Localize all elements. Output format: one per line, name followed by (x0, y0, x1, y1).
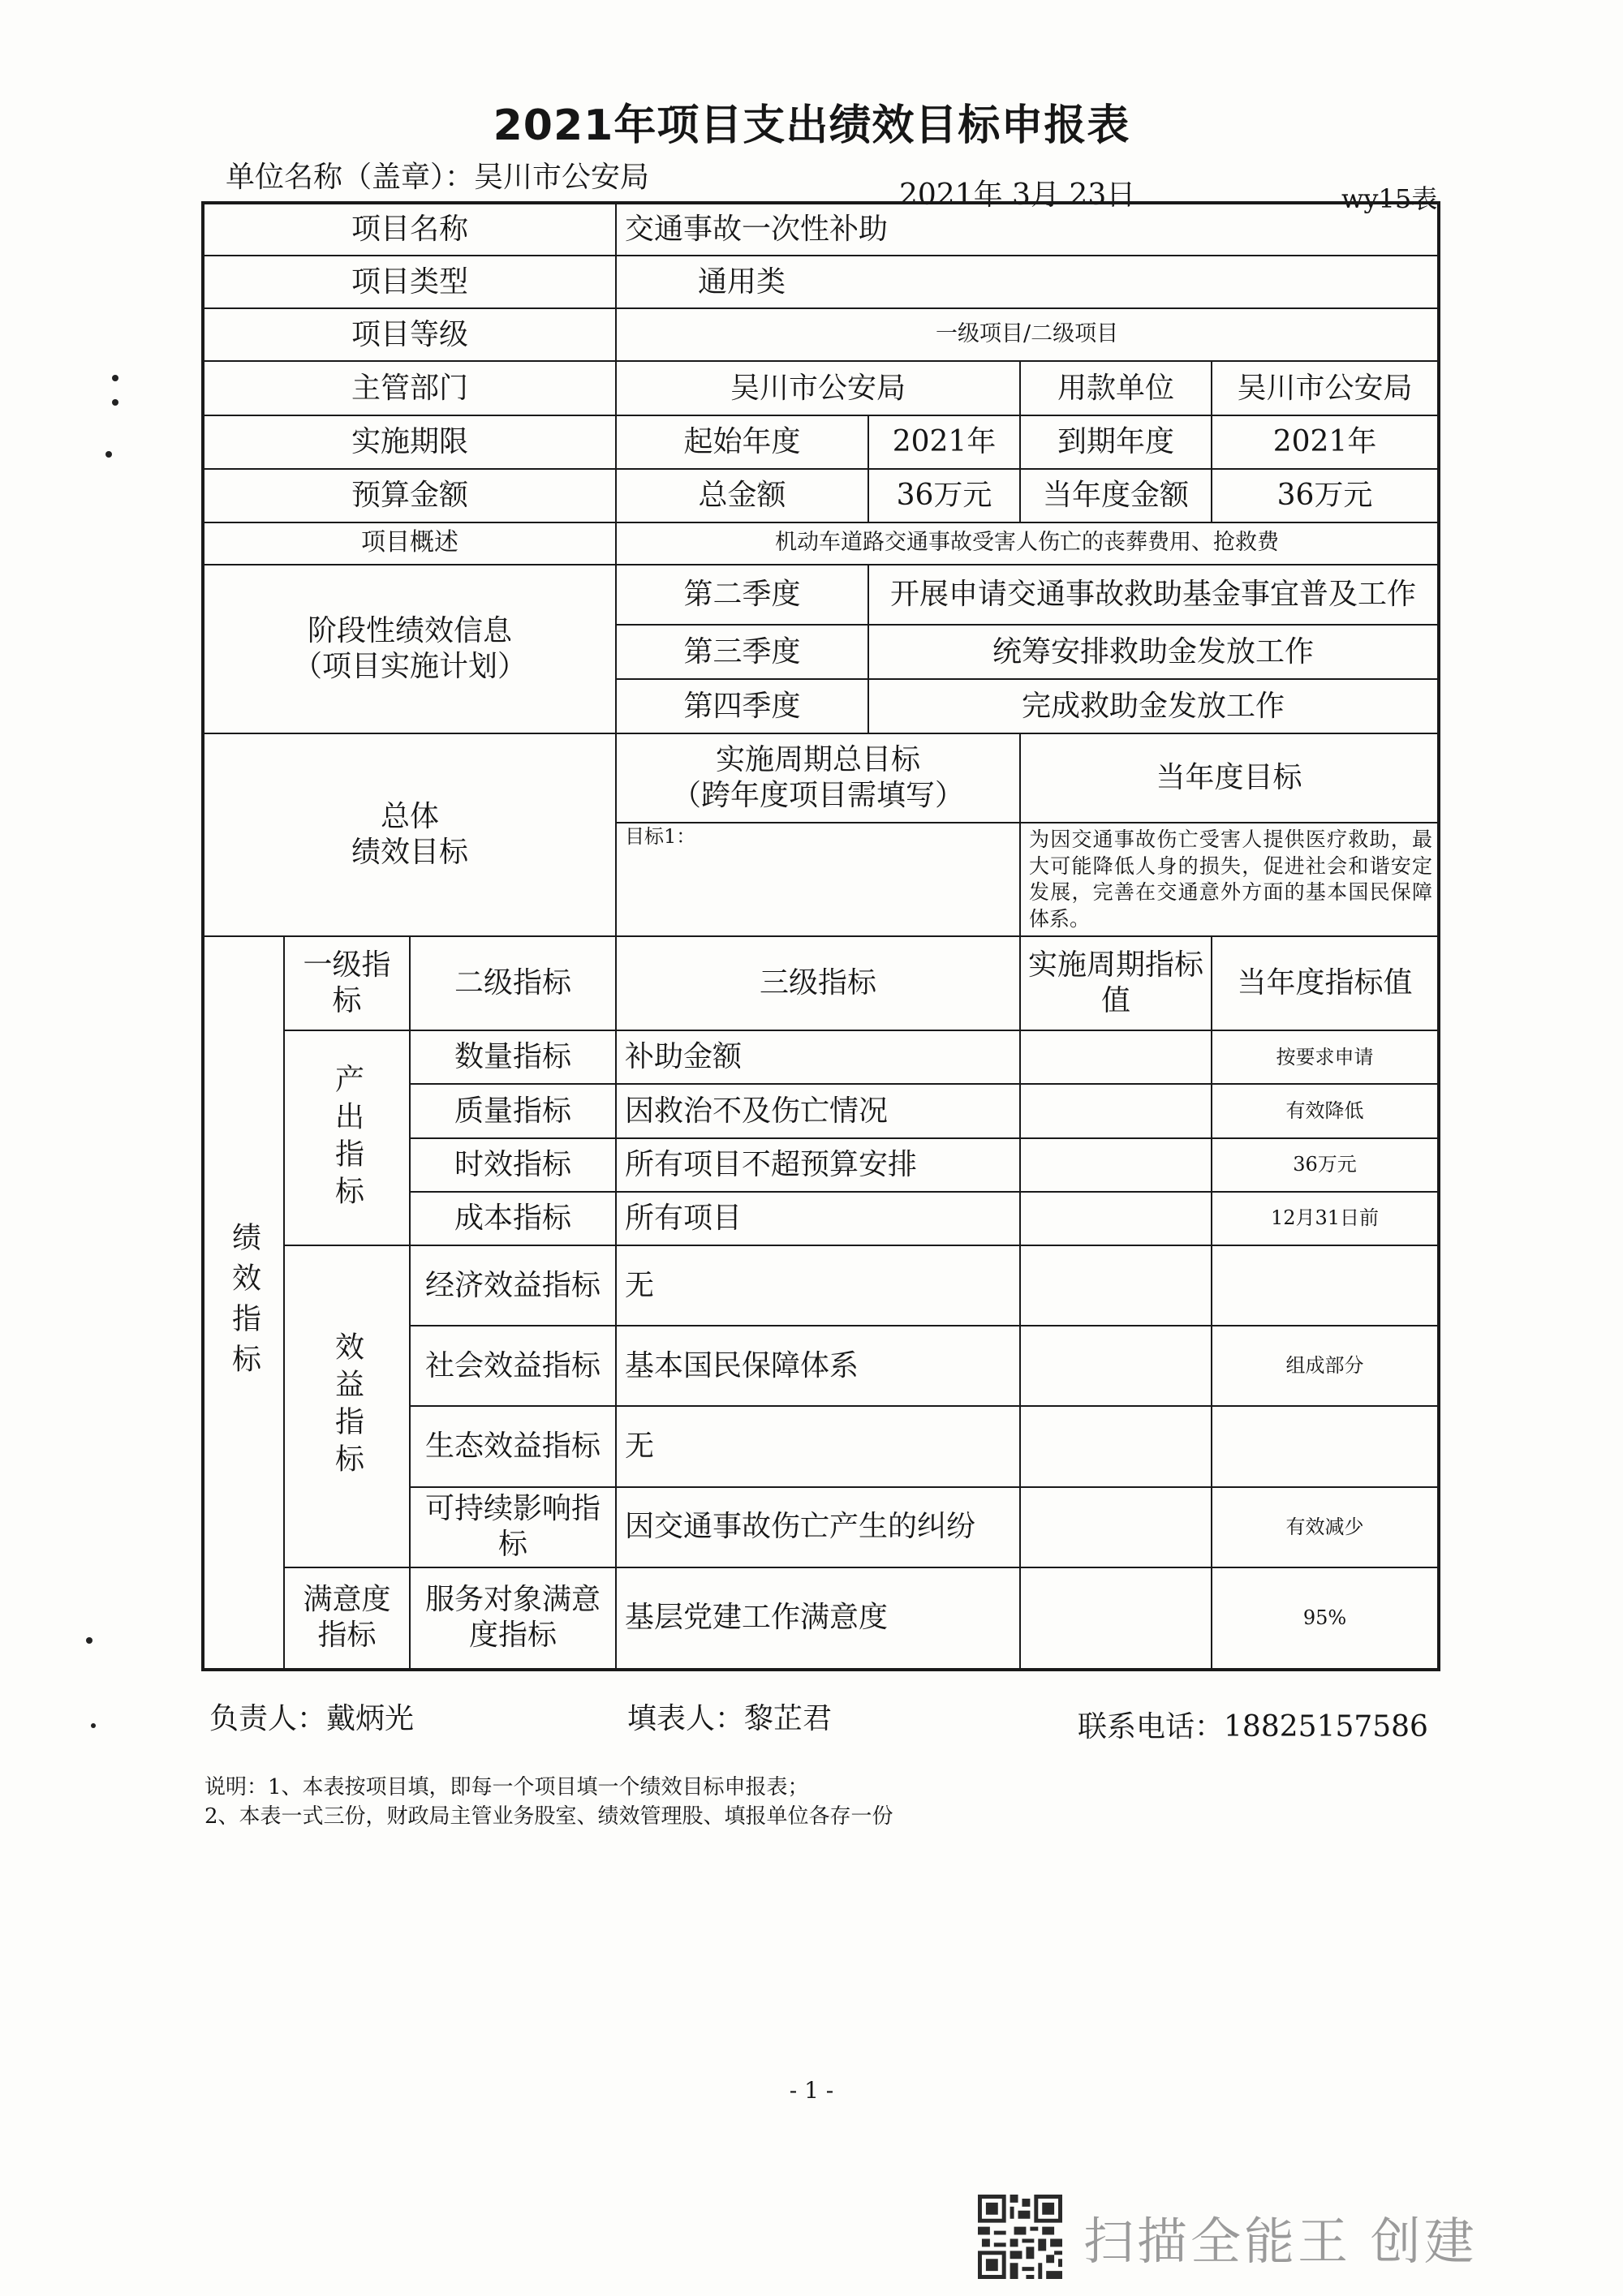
start-year-label: 起始年度 (616, 415, 868, 469)
indicator-year-value (1212, 1406, 1439, 1486)
scan-speck (112, 375, 118, 381)
year-target-cell (1020, 823, 1439, 937)
indicator-level2: 数量指标 (410, 1030, 616, 1084)
year-goal-header: 当年度目标 (1020, 733, 1439, 823)
period-goal-line2: （跨年度项目需填写） (672, 779, 965, 813)
indicator-level2: 成本指标 (410, 1192, 616, 1245)
overview-value: 机动车道路交通事故受害人伤亡的丧葬费用、抢救费 (616, 522, 1439, 565)
indicator-level3: 基本国民保障体系 (616, 1326, 1020, 1406)
unit-label: 单位名称（盖章）： (226, 161, 475, 194)
scan-speck (86, 1637, 93, 1644)
responsible-person (209, 1696, 414, 1737)
dept-label: 主管部门 (203, 361, 616, 415)
total-amount-label: 总金额 (616, 469, 868, 522)
scan-speck (105, 451, 112, 458)
indicator-year-value (1212, 1245, 1439, 1326)
year-target: 为因交通事故伤亡受害人提供医疗救助，最大可能降低人身的损失，促进社会和谐安定发展，完善在交通意外方面的基本国民保障体系。 (1029, 828, 1433, 931)
fund-unit-value: 吴川市公安局 (1212, 361, 1439, 415)
indicator-year-value: 按要求申请 (1212, 1030, 1439, 1084)
stage-info-line1: 阶段性绩效信息 (308, 614, 513, 647)
end-year-label: 到期年度 (1020, 415, 1212, 469)
lvl1-header: 一级指标 (284, 936, 410, 1030)
project-level-label: 项目等级 (203, 308, 616, 361)
responsible-name: 戴炳光 (326, 1702, 415, 1735)
filler-name: 黎芷君 (744, 1702, 833, 1735)
indicator-period-value (1020, 1192, 1212, 1245)
unit-line (226, 154, 649, 196)
end-year-value: 2021年 (1212, 415, 1439, 469)
lvl3-header: 三级指标 (616, 936, 1020, 1030)
scan-speck (112, 399, 118, 406)
indicator-year-value: 95% (1212, 1567, 1439, 1670)
performance-target-table (201, 201, 1440, 1671)
year-value-header: 当年度指标值 (1212, 936, 1439, 1030)
overall-goal-label (203, 733, 616, 936)
project-name-label: 项目名称 (203, 203, 616, 256)
note-line-1: 说明：1、本表按项目填，即每一个项目填一个绩效目标申报表； (204, 1775, 809, 1799)
stage-quarter: 第四季度 (616, 679, 868, 733)
form-code: wy15表 (1341, 183, 1438, 214)
indicator-period-value (1020, 1567, 1212, 1670)
scan-speck (91, 1723, 96, 1728)
output-indicators-label: 产出指标 (284, 1030, 410, 1245)
indicator-level3: 无 (616, 1406, 1020, 1486)
indicator-period-value (1020, 1084, 1212, 1137)
stage-plan: 开展申请交通事故救助基金事宜普及工作 (868, 565, 1439, 625)
stage-quarter: 第三季度 (616, 625, 868, 679)
period-value-header: 实施周期指标值 (1020, 936, 1212, 1030)
indicator-year-value: 12月31日前 (1212, 1192, 1439, 1245)
page-number: - 1 - (789, 2077, 834, 2104)
stage-plan: 完成救助金发放工作 (868, 679, 1439, 733)
indicator-level2: 质量指标 (410, 1084, 616, 1137)
indicators-label: 绩效指标 (203, 936, 284, 1670)
satisfaction-indicators-label: 满意度指标 (284, 1567, 410, 1670)
stage-quarter: 第二季度 (616, 565, 868, 625)
year-amount-label: 当年度金额 (1020, 469, 1212, 522)
indicator-level3: 所有项目 (616, 1192, 1020, 1245)
unit-name: 吴川市公安局 (474, 161, 650, 194)
indicator-level2: 服务对象满意度指标 (410, 1567, 616, 1670)
budget-label: 预算金额 (203, 469, 616, 522)
period-label: 实施期限 (203, 415, 616, 469)
year-amount-value: 36万元 (1212, 469, 1439, 522)
phone-label: 联系电话： (1078, 1710, 1225, 1743)
indicator-level3: 补助金额 (616, 1030, 1020, 1084)
indicator-period-value (1020, 1245, 1212, 1326)
start-year-value: 2021年 (868, 415, 1020, 469)
note-line-2: 2、本表一式三份，财政局主管业务股室、绩效管理股、填报单位各存一份 (204, 1804, 893, 1829)
filler-label: 填表人： (627, 1702, 745, 1735)
indicator-year-value: 有效减少 (1212, 1487, 1439, 1567)
indicator-period-value (1020, 1030, 1212, 1084)
indicator-year-value: 36万元 (1212, 1138, 1439, 1192)
dept-value: 吴川市公安局 (616, 361, 1020, 415)
stage-plan: 统筹安排救助金发放工作 (868, 625, 1439, 679)
indicator-level2: 可持续影响指标 (410, 1487, 616, 1567)
indicator-level3: 无 (616, 1245, 1020, 1326)
indicator-level2: 生态效益指标 (410, 1406, 616, 1486)
indicator-level2: 社会效益指标 (410, 1326, 616, 1406)
period-goal-line1: 实施周期总目标 (716, 743, 921, 777)
indicator-period-value (1020, 1487, 1212, 1567)
stage-info-line2: （项目实施计划） (293, 649, 527, 683)
total-amount-value: 36万元 (868, 469, 1020, 522)
stage-info-label (203, 565, 616, 734)
indicator-period-value (1020, 1138, 1212, 1192)
indicator-level3: 因救治不及伤亡情况 (616, 1084, 1020, 1137)
overall-goal-line1: 总体 (381, 800, 440, 834)
indicator-period-value (1020, 1326, 1212, 1406)
indicator-level3: 因交通事故伤亡产生的纠纷 (616, 1487, 1020, 1567)
indicator-level3: 所有项目不超预算安排 (616, 1138, 1020, 1192)
indicator-level2: 经济效益指标 (410, 1245, 616, 1326)
period-target: 目标1： (616, 823, 1020, 937)
indicator-period-value (1020, 1406, 1212, 1486)
project-type-value: 通用类 (616, 256, 1439, 308)
report-date: 2021年 3月 23日 (899, 178, 1136, 212)
watermark-text: 扫描全能王 创建 (1083, 2211, 1478, 2271)
responsible-label: 负责人： (209, 1702, 327, 1735)
fund-unit-label: 用款单位 (1020, 361, 1212, 415)
contact-phone (1078, 1704, 1428, 1745)
overall-goal-line2: 绩效目标 (351, 836, 469, 870)
qr-code-icon (978, 2195, 1062, 2279)
page-title: 2021年项目支出绩效目标申报表 (493, 101, 1130, 150)
project-level-value: 一级项目/二级项目 (616, 308, 1439, 361)
scanner-watermark (978, 2195, 1478, 2279)
project-type-label: 项目类型 (203, 256, 616, 308)
lvl2-header: 二级指标 (410, 936, 616, 1030)
indicator-year-value: 组成部分 (1212, 1326, 1439, 1406)
benefit-indicators-label: 效益指标 (284, 1245, 410, 1567)
period-goal-header (616, 733, 1020, 823)
phone-number: 18825157586 (1224, 1710, 1428, 1743)
overview-label: 项目概述 (203, 522, 616, 565)
indicator-year-value: 有效降低 (1212, 1084, 1439, 1137)
form-filler (627, 1696, 832, 1737)
indicator-level2: 时效指标 (410, 1138, 616, 1192)
project-name-value: 交通事故一次性补助 (616, 203, 1439, 256)
indicator-level3: 基层党建工作满意度 (616, 1567, 1020, 1670)
